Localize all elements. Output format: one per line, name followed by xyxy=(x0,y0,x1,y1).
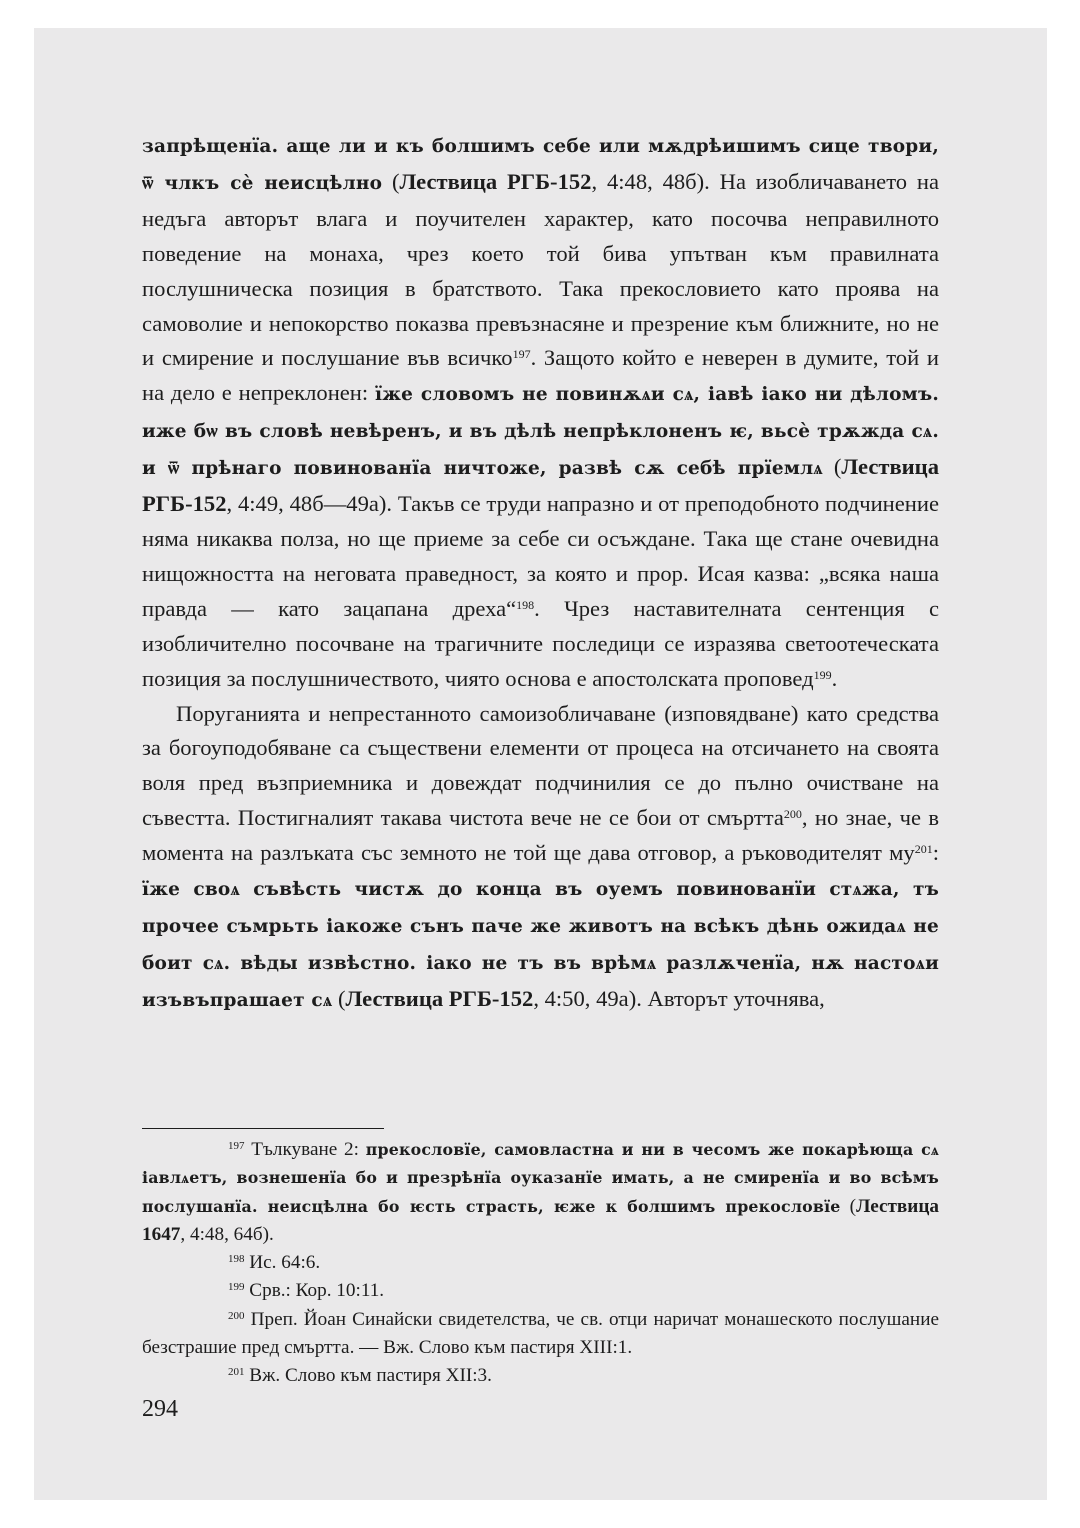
church-slavonic-quote: запрѣщенїа. аще ли и къ болшимъ себе или мѫдрѣишимъ сице твори, ѿ члкъ сѐ неисцѣлно xyxy=(142,136,939,194)
footnotes xyxy=(142,1136,939,1391)
text-run: , 4:50, 49а). Авторът уточнява, xyxy=(533,985,825,1011)
text-run: , 4:48, 48б). На изобличаването на недъга авторът влага и поучителен характер, като посочва неправилното поведение на монаха, чрез което той бива упътван към правилната послушническа позиция в братството. Така прекословието като проява на самоволие и непокорство показва превъзнасяне и презрение към ближните, но не и смирение и послушание във всичко xyxy=(142,168,939,371)
paragraph-2: Поруганията и непрестанното самоизобличаване (изповядване) като средства за богоуподобяване са съществени елементи от процеса на отсичането на своята воля пред възприемника и довеждат подчинилия се до пълно очистване на съвестта. Постигналият такава чистота вече не се бои от смъртта$^{200}$, но знае, че в момента на разлъката със земното не той ще дава отговор, а ръководителят $му^{201}$: їже своѧ съвѣсть чистѫ до конца въ оуемъ повинованїи стѧжа, тъ прочее съмрьть iакоже сънъ паче же животъ на всѣкъ дѣнь ожидаѧ не боит сѧ. вѣды извѣстно. iако не тъ въ врѣмѧ разлѫченїа, нѫ настоѧи изъвъпрашает сѧ (Лествица РГБ-152, 4:50, 49а). Авторът уточнява, xyxy=(142,700,939,1011)
footnote-ref-201[interactable]: 201 xyxy=(914,842,933,857)
text-run: . Чрез наставителната сентенция с изобличително посочване на трагичните последици се изразява светоотеческата позиция за послушничеството, чиято основа е апостолската проповед xyxy=(142,595,939,691)
text-run: : xyxy=(932,840,939,866)
footnote-197 xyxy=(142,1136,939,1249)
footnote-number: 201 xyxy=(228,1366,245,1379)
source-reference: Лествица РГБ-152 xyxy=(399,168,592,194)
source-reference: Лествица 1647 xyxy=(142,1195,940,1245)
footnote-ref-200[interactable]: 200 xyxy=(783,807,802,822)
footnote-text: Тълкуване 2: xyxy=(244,1139,366,1160)
footnote-ref-197[interactable]: 197 xyxy=(512,347,531,362)
text-run: . xyxy=(831,665,838,691)
footnote-text: Вж. Слово към пастиря XII:3. xyxy=(244,1365,492,1387)
footnote-separator xyxy=(142,1128,384,1129)
text-run: Поруганията и непрестанното самоизобличаване (изповядване) като средства за богоуподобяване са съществени елементи от процеса на отсичането на своята воля пред възприемника и довеждат подчинилия се до пълно очистване на съвестта. Постигналият такава чистота вече не се бои от смъртта xyxy=(142,700,939,831)
source-reference: Лествица РГБ-152 xyxy=(345,985,534,1011)
church-slavonic-quote: їже своѧ съвѣсть чистѫ до конца въ оуемъ повинованїи стѧжа, тъ прочее съмрьть iакоже сънъ паче же животъ на всѣкъ дѣнь ожидаѧ не боит сѧ. вѣды извѣстно. iако не тъ въ врѣмѧ разлѫченїа, нѫ настоѧи изъвъпрашает сѧ xyxy=(142,879,939,1011)
footnote-text: Преп. Йоан Синайски свидетелства, че св. отци наричат монашеското послушание безстрашие пред смъртта. — Вж. Слово към пастиря XIII:1. xyxy=(142,1308,939,1359)
church-slavonic-quote: їже словомъ не повинѫѧи сѧ, iавѣ iако ни дѣломъ. иже бѡ въ словѣ невѣренъ, и въ дѣлѣ непрѣклоненъ ѥ, вьсѐ трѫжда сѧ. и ѿ прѣнаго повинованїа ничтоже, развѣ сѫ себѣ прїемлѧ xyxy=(142,384,939,480)
footnote-ref-198[interactable]: 198 xyxy=(516,597,535,612)
page-number: 294 xyxy=(142,1396,178,1422)
footnote-number: 199 xyxy=(228,1281,245,1294)
text-run: . Защото който е неверен в думите, той и на дело е непреклонен: xyxy=(142,345,940,406)
footnote-201 xyxy=(142,1362,939,1390)
paragraph-1: запрѣщенїа. аще ли и къ болшимъ себе или мѫдрѣишимъ сице твори, ѿ члкъ сѐ неисцѣлно (Лествица РГБ-152, 4:48, 48б). На изобличаването на недъга авторът влага и поучителен характер, като посочва неправилното поведение на монаха, чрез което той бива упътван към правилната послушническа позиция в братството. Така прекословието като проява на самоволие и непокорство показва превъзнасяне и презрение към ближните, но не и смирение и послушание във всичко$^{197}$. Защото който е неверен в думите, той и на дело е непреклонен: їже словомъ не повинѫѧи сѧ, iавѣ iако ни дѣломъ. иже бѡ въ словѣ невѣренъ, и въ дѣлѣ непрѣклоненъ ѥ, вьсѐ трѫжда сѧ. и ѿ прѣнаго повинованїа ничтоже, развѣ сѫ себѣ прїемлѧ (Лествица РГБ-152, 4:49, 48б—49а). Такъв се труди напразно и от преподобното подчинение няма никаква полза, но ще приеме за себе си осъждане. Така ще стане очевидна нищожността на неговата праведност, за която и прор. Исая казва: „всяка наша правда — като зацапана дреха“$^{198}$. Чрез наставителната сентенция с изобличително посочване на трагичните последици се изразява светоотеческата позиция за послушничеството, чиято основа е апостолската проповед$^{199}$. xyxy=(142,136,940,691)
footnote-text: , 4:48, 64б). xyxy=(180,1223,274,1245)
source-reference: Лествица РГБ-152 xyxy=(142,454,939,517)
footnote-199 xyxy=(142,1277,939,1305)
main-text xyxy=(142,128,939,1019)
footnote-number: 198 xyxy=(228,1253,245,1266)
footnote-text: Срв.: Кор. 10:11. xyxy=(244,1280,385,1302)
footnote-198 xyxy=(142,1249,939,1277)
church-slavonic-quote: прекословїе, самовластна и ни в чесомъ же покарѣюща сѧ iавлѧетъ, вознешенїа бо и презрѣнїа оуказанїе имать, а не смиренїа и во всѣмъ послушанїа. неисцѣлна бо ѥсть страсть, ѥже к болшимъ прекословїе xyxy=(142,1140,939,1216)
text-run: , 4:49, 48б—49а). Такъв се труди напразно и от преподобното подчинение няма никаква полза, но ще приеме за себе си осъждане. Така ще стане очевидна нищожността на неговата праведност, за която и прор. Исая казва: „всяка наша правда — като зацапана дреха“ xyxy=(142,491,939,621)
footnote-text: Ис. 64:6. xyxy=(244,1252,321,1274)
book-page xyxy=(34,28,1047,1500)
footnote-number: 197 xyxy=(228,1140,245,1152)
footnote-number: 200 xyxy=(228,1309,245,1322)
text-run: , но знае, че в момента на разлъката със земното не той ще дава отговор, а ръководителят му xyxy=(142,805,939,866)
footnote-ref-199[interactable]: 199 xyxy=(813,667,832,682)
footnote-text: ( xyxy=(840,1195,857,1217)
footnote-200 xyxy=(142,1306,939,1363)
